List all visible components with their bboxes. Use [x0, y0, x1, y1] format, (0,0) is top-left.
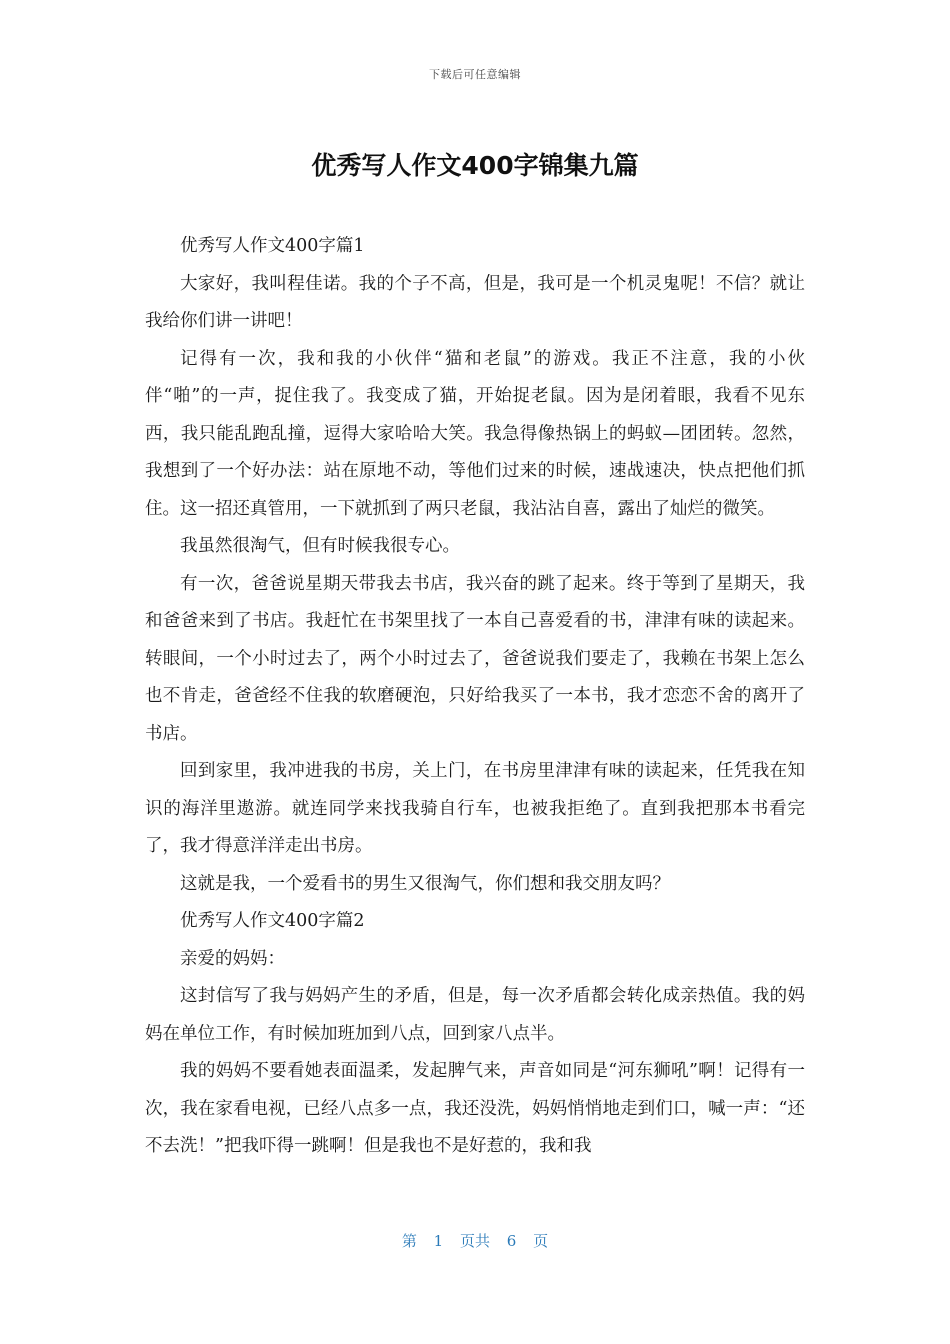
section-heading-1: 优秀写人作文400字篇1 — [180, 236, 365, 256]
paragraph: 大家好，我叫程佳诺。我的个子不高，但是，我可是一个机灵鬼呢！不信？就让我给你们讲一讲吧！ — [145, 273, 805, 331]
page-footer — [0, 1230, 950, 1251]
footer-page-number: 1 — [433, 1232, 444, 1250]
paragraph: 有一次，爸爸说星期天带我去书店，我兴奋的跳了起来。终于等到了星期天，我和爸爸来到了书店。我赶忙在书架里找了一本自己喜爱看的书，津津有味的读起来。转眼间，一个小时过去了，两个小时过去了，爸爸说我们要走了，我赖在书架上怎么也不肯走，爸爸经不住我的软磨硬泡，只好给我买了一本书，我才恋恋不舍的离开了书店。 — [145, 573, 805, 744]
letter-salutation: 亲爱的妈妈： — [180, 948, 285, 969]
paragraph: 我虽然很淘气，但有时候我很专心。 — [180, 536, 460, 556]
paragraph: 记得有一次，我和我的小伙伴“猫和老鼠”的游戏。我正不注意，我的小伙伴“啪”的一声，捉住我了。我变成了猫，开始捉老鼠。因为是闭着眼，我看不见东西，我只能乱跑乱撞，逗得大家哈哈大笑。我急得像热锅上的蚂蚁—团团转。忽然，我想到了一个好办法：站在原地不动，等他们过来的时候，速战速决，快点把他们抓住。这一招还真管用，一下就抓到了两只老鼠，我沾沾自喜，露出了灿烂的微笑。 — [145, 348, 805, 519]
footer-suffix: 页 — [533, 1232, 549, 1250]
paragraph: 这封信写了我与妈妈产生的矛盾，但是，每一次矛盾都会转化成亲热值。我的妈妈在单位工作，有时候加班加到八点，回到家八点半。 — [145, 986, 805, 1044]
document-title: 优秀写人作文400字锦集九篇 — [311, 151, 639, 180]
page-header-note: 下载后可任意编辑 — [429, 68, 521, 81]
section-heading-2: 优秀写人作文400字篇2 — [180, 911, 365, 931]
document-body — [145, 228, 805, 1166]
footer-prefix: 第 — [401, 1232, 417, 1250]
footer-total-pages: 6 — [506, 1232, 517, 1250]
paragraph: 我的妈妈不要看她表面温柔，发起脾气来，声音如同是“河东狮吼”啊！记得有一次，我在家看电视，已经八点多一点，我还没洗，妈妈悄悄地走到们口，喊一声：“还不去洗！”把我吓得一跳啊！但是我也不是好惹的，我和我 — [145, 1061, 805, 1156]
paragraph: 这就是我，一个爱看书的男生又很淘气，你们想和我交朋友吗？ — [180, 873, 670, 894]
paragraph: 回到家里，我冲进我的书房，关上门，在书房里津津有味的读起来，任凭我在知识的海洋里遨游。就连同学来找我骑自行车，也被我拒绝了。直到我把那本书看完了，我才得意洋洋走出书房。 — [145, 761, 805, 856]
footer-middle: 页共 — [459, 1232, 490, 1250]
